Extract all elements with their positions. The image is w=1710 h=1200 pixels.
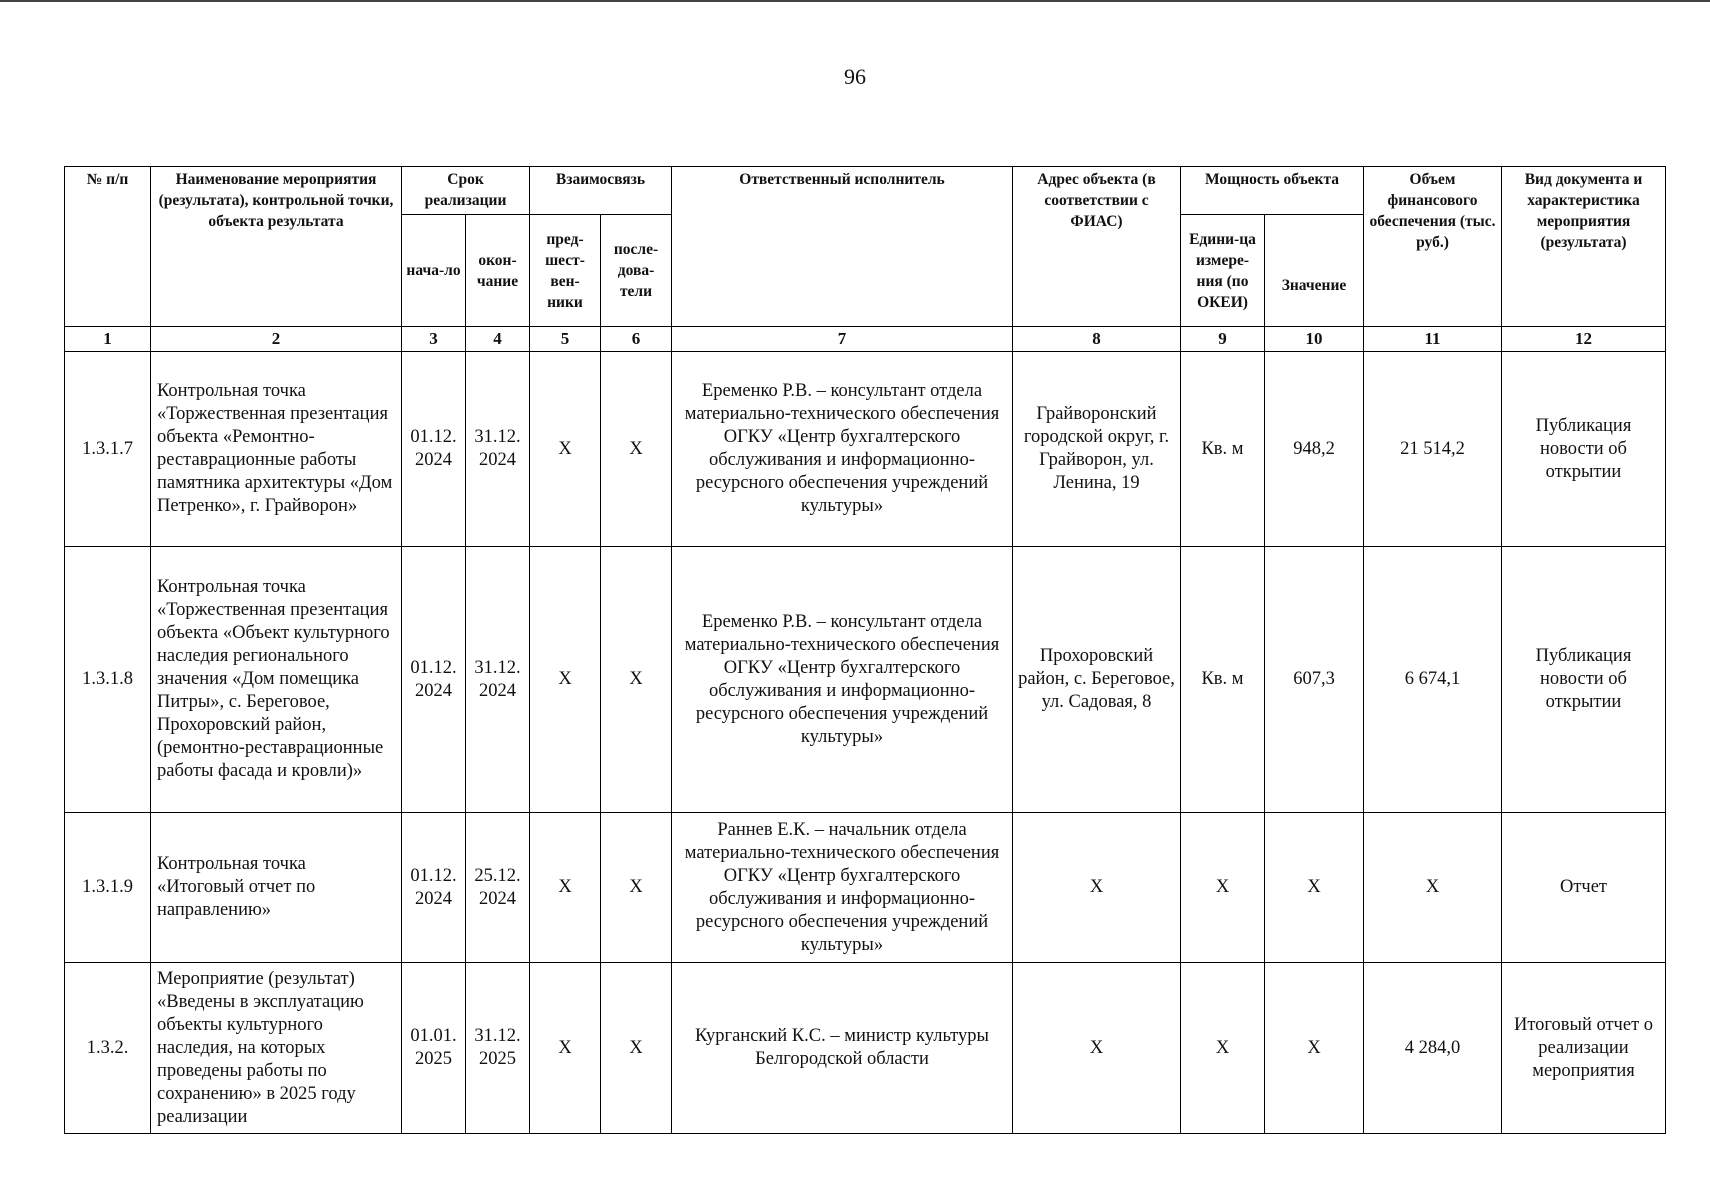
row-executor: Курганский К.С. – министр культуры Белгородской области: [672, 963, 1013, 1134]
row-executor: Еременко Р.В. – консультант отдела материально-технического обеспечения ОГКУ «Центр бухгалтерского обслуживания и информационно-ресурсного обеспечения учреждений культуры»: [672, 547, 1013, 813]
column-number: 12: [1502, 327, 1666, 352]
column-number: 4: [466, 327, 530, 352]
row-name: Контрольная точка «Итоговый отчет по направлению»: [151, 813, 402, 963]
row-unit: X: [1181, 963, 1265, 1134]
header-address: Адрес объекта (в соответствии с ФИАС): [1013, 167, 1181, 327]
row-name: Мероприятие (результат) «Введены в эксплуатацию объекты культурного наследия, на которых проведены работы по сохранению» в 2025 году реализации: [151, 963, 402, 1134]
column-number: 2: [151, 327, 402, 352]
row-unit: X: [1181, 813, 1265, 963]
table-row: [65, 963, 1666, 1134]
plan-table: [64, 166, 1666, 1134]
header-num: № п/п: [65, 167, 151, 327]
table-row: [65, 352, 1666, 547]
row-finance: X: [1364, 813, 1502, 963]
table-row: [65, 813, 1666, 963]
row-address: X: [1013, 813, 1181, 963]
row-start: 01.12. 2024: [402, 813, 466, 963]
column-number: 10: [1265, 327, 1364, 352]
row-value: X: [1265, 963, 1364, 1134]
row-unit: Кв. м: [1181, 352, 1265, 547]
row-executor: Еременко Р.В. – консультант отдела материально-технического обеспечения ОГКУ «Центр бухгалтерского обслуживания и информационно-ресурсного обеспечения учреждений культуры»: [672, 352, 1013, 547]
column-number: 9: [1181, 327, 1265, 352]
row-start: 01.12. 2024: [402, 352, 466, 547]
row-value: 607,3: [1265, 547, 1364, 813]
header-capacity-value: Значение: [1265, 215, 1364, 327]
column-number: 3: [402, 327, 466, 352]
row-end: 31.12. 2024: [466, 352, 530, 547]
header-doc: Вид документа и характеристика мероприятия (результата): [1502, 167, 1666, 327]
row-value: 948,2: [1265, 352, 1364, 547]
column-number: 7: [672, 327, 1013, 352]
column-number: 5: [530, 327, 601, 352]
row-doc: Публикация новости об открытии: [1502, 547, 1666, 813]
header-term-start: нача-ло: [402, 215, 466, 327]
row-end: 25.12. 2024: [466, 813, 530, 963]
row-value: X: [1265, 813, 1364, 963]
column-number: 1: [65, 327, 151, 352]
row-num: 1.3.1.9: [65, 813, 151, 963]
column-number: 11: [1364, 327, 1502, 352]
header-term-end: окон-чание: [466, 215, 530, 327]
row-next: X: [601, 813, 672, 963]
header-finance: Объем финансового обеспечения (тыс. руб.): [1364, 167, 1502, 327]
row-next: X: [601, 352, 672, 547]
row-num: 1.3.1.8: [65, 547, 151, 813]
row-pred: X: [530, 813, 601, 963]
row-unit: Кв. м: [1181, 547, 1265, 813]
table-row: [65, 547, 1666, 813]
row-doc: Отчет: [1502, 813, 1666, 963]
header-term: Срок реализации: [402, 167, 530, 215]
row-name: Контрольная точка «Торжественная презентация объекта «Объект культурного наследия регионального значения «Дом помещика Питры», с. Береговое, Прохоровский район, (ремонтно-реставрационные работы фасада и кровли)»: [151, 547, 402, 813]
row-address: X: [1013, 963, 1181, 1134]
row-num: 1.3.1.7: [65, 352, 151, 547]
row-end: 31.12. 2024: [466, 547, 530, 813]
row-pred: X: [530, 963, 601, 1134]
row-start: 01.01. 2025: [402, 963, 466, 1134]
row-next: X: [601, 547, 672, 813]
row-finance: 21 514,2: [1364, 352, 1502, 547]
row-pred: X: [530, 547, 601, 813]
header-relation-next: после-дова-тели: [601, 215, 672, 327]
header-relation-pred: пред-шест-вен-ники: [530, 215, 601, 327]
row-name: Контрольная точка «Торжественная презентация объекта «Ремонтно-реставрационные работы памятника архитектуры «Дом Петренко», г. Грайворон»: [151, 352, 402, 547]
row-doc: Итоговый отчет о реализации мероприятия: [1502, 963, 1666, 1134]
row-num: 1.3.2.: [65, 963, 151, 1134]
row-start: 01.12. 2024: [402, 547, 466, 813]
header-capacity: Мощность объекта: [1181, 167, 1364, 215]
column-number: 8: [1013, 327, 1181, 352]
page-number: 96: [844, 64, 866, 89]
row-end: 31.12. 2025: [466, 963, 530, 1134]
header-executor: Ответственный исполнитель: [672, 167, 1013, 327]
row-next: X: [601, 963, 672, 1134]
row-doc: Публикация новости об открытии: [1502, 352, 1666, 547]
row-finance: 4 284,0: [1364, 963, 1502, 1134]
header-name: Наименование мероприятия (результата), контрольной точки, объекта результата: [151, 167, 402, 327]
row-address: Грайворонский городской округ, г. Грайворон, ул. Ленина, 19: [1013, 352, 1181, 547]
header-relation: Взаимосвязь: [530, 167, 672, 215]
row-address: Прохоровский район, с. Береговое, ул. Садовая, 8: [1013, 547, 1181, 813]
row-finance: 6 674,1: [1364, 547, 1502, 813]
row-pred: X: [530, 352, 601, 547]
header-capacity-unit: Едини-ца измере-ния (по ОКЕИ): [1181, 215, 1265, 327]
row-executor: Раннев Е.К. – начальник отдела материально-технического обеспечения ОГКУ «Центр бухгалтерского обслуживания и информационно-ресурсного обеспечения учреждений культуры»: [672, 813, 1013, 963]
scan-edge-line: [0, 0, 1710, 5]
column-number: 6: [601, 327, 672, 352]
